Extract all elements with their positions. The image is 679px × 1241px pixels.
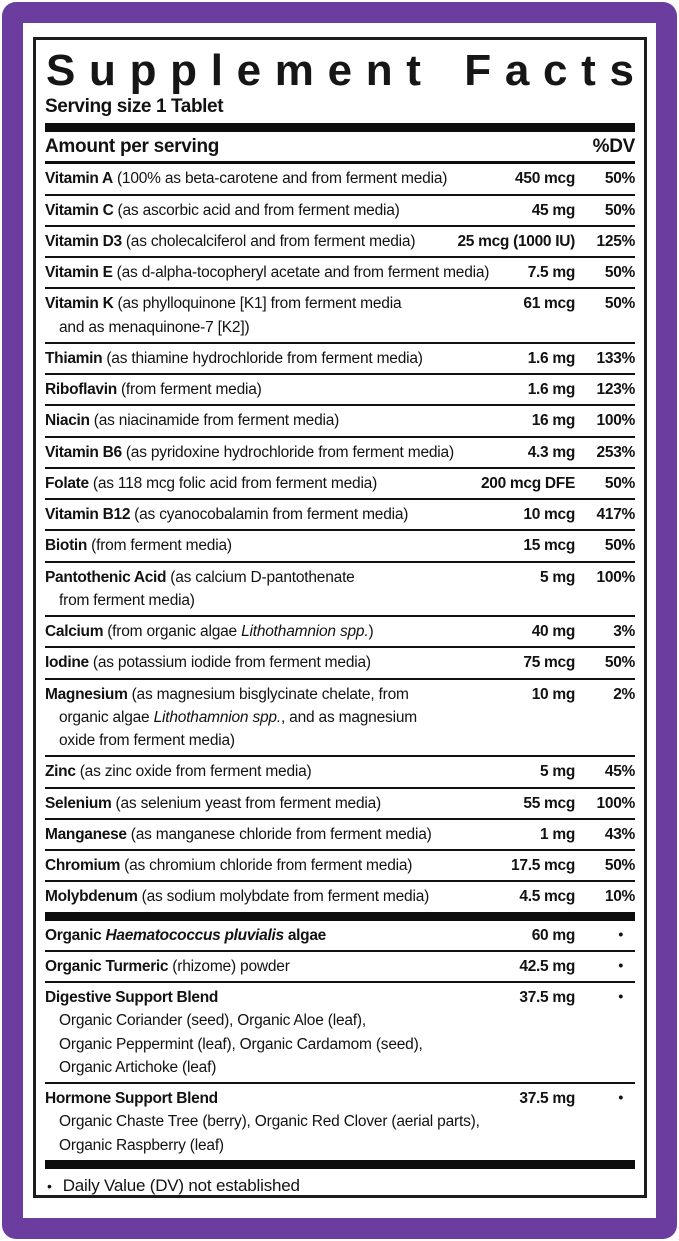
nutrient-dv: 123% (596, 381, 635, 399)
supplement-facts-panel (33, 37, 647, 1198)
nutrient-name: Pantothenic Acid (as calcium D-pantothenate (45, 568, 355, 586)
nutrient-amount: 17.5 mcg (511, 857, 575, 875)
botanical-amount: 42.5 mg (519, 957, 575, 975)
nutrient-dv: 100% (596, 794, 635, 812)
blend-dv-dot: • (618, 1089, 623, 1106)
thick-divider-top (45, 123, 635, 132)
nutrient-amount: 7.5 mg (527, 264, 575, 282)
nutrient-name: Thiamin (as thiamine hydrochloride from ferment media) (45, 349, 423, 367)
nutrient-name: Calcium (from organic algae Lithothamnion spp.) (45, 623, 374, 641)
nutrient-name: Selenium (as selenium yeast from ferment media) (45, 794, 381, 812)
nutrient-name: Iodine (as potassium iodide from ferment media) (45, 654, 371, 672)
nutrient-dv: 10% (604, 888, 635, 906)
nutrient-dv: 100% (596, 412, 635, 430)
nutrient-name: Vitamin B6 (as pyridoxine hydrochloride from ferment media) (45, 443, 454, 461)
nutrient-name: Riboflavin (from ferment media) (45, 381, 262, 399)
amount-per-serving-header: Amount per serving (45, 136, 220, 158)
nutrient-row (45, 164, 635, 195)
botanical-row (45, 952, 635, 983)
nutrient-name: Vitamin C (as ascorbic acid and from ferment media) (45, 201, 400, 219)
footnote-bullet: • (47, 1177, 52, 1194)
nutrient-dv: 43% (604, 825, 635, 843)
nutrient-name: Chromium (as chromium chloride from ferment media) (45, 857, 413, 875)
nutrient-row (45, 617, 635, 648)
nutrient-dv: 133% (596, 349, 635, 367)
nutrient-desc-continued: organic algae Lithothamnion spp., and as magnesium (59, 708, 417, 726)
nutrient-amount: 55 mcg (523, 794, 575, 812)
nutrient-amount: 1 mg (540, 825, 575, 843)
nutrient-dv: 50% (604, 857, 635, 875)
blend-ingredients-line: Organic Coriander (seed), Organic Aloe (leaf), (59, 1012, 366, 1030)
nutrient-name: Molybdenum (as sodium molybdate from ferment media) (45, 888, 430, 906)
nutrient-desc-continued: and as menaquinone-7 [K2]) (59, 318, 250, 336)
nutrient-row (45, 680, 635, 758)
nutrient-desc-continued: from ferment media) (59, 591, 195, 609)
nutrient-name: Vitamin E (as d-alpha-tocopheryl acetate and from ferment media) (45, 264, 490, 282)
nutrient-amount: 75 mcg (523, 654, 575, 672)
botanical-name: Organic Turmeric (rhizome) powder (45, 957, 290, 975)
botanical-dv-dot: • (618, 925, 623, 942)
nutrient-amount: 45 mg (531, 201, 575, 219)
nutrient-row (45, 882, 635, 911)
nutrient-amount: 1.6 mg (527, 349, 575, 367)
column-header-row (45, 132, 635, 164)
nutrient-dv: 125% (596, 232, 635, 250)
blend-ingredients-line: Organic Chaste Tree (berry), Organic Red Clover (aerial parts), (59, 1113, 480, 1131)
nutrient-row (45, 289, 635, 344)
nutrient-row (45, 563, 635, 618)
nutrient-name: Vitamin A (100% as beta-carotene and from ferment media) (45, 170, 448, 188)
botanical-name: Organic Haematococcus pluvialis algae (45, 926, 326, 944)
nutrient-dv: 50% (604, 537, 635, 555)
blend-ingredients-line: Organic Peppermint (leaf), Organic Cardamom (seed), (59, 1035, 423, 1053)
dv-header: %DV (592, 136, 635, 158)
nutrient-name: Niacin (as niacinamide from ferment media) (45, 412, 340, 430)
nutrient-dv: 50% (604, 264, 635, 282)
nutrient-row (45, 258, 635, 289)
nutrient-amount: 25 mcg (1000 IU) (457, 232, 575, 250)
nutrient-name: Vitamin D3 (as cholecalciferol and from ferment media) (45, 232, 416, 250)
nutrient-dv: 3% (613, 623, 635, 641)
thick-divider-middle (45, 912, 635, 921)
nutrient-dv: 253% (596, 443, 635, 461)
nutrient-amount: 61 mcg (523, 295, 575, 313)
footnote-text: Daily Value (DV) not established (62, 1175, 300, 1195)
botanical-dv-dot: • (618, 956, 623, 973)
nutrient-amount: 4.5 mcg (519, 888, 575, 906)
blend-row (45, 1084, 635, 1160)
nutrient-row (45, 375, 635, 406)
nutrient-name: Folate (as 118 mcg folic acid from ferment media) (45, 474, 378, 492)
nutrient-dv: 417% (596, 506, 635, 524)
nutrient-dv: 45% (604, 763, 635, 781)
blend-row (45, 983, 635, 1084)
nutrient-amount: 200 mcg DFE (480, 474, 575, 492)
nutrient-amount: 40 mg (531, 623, 575, 641)
nutrient-row (45, 531, 635, 562)
nutrient-row (45, 820, 635, 851)
blend-name: Digestive Support Blend (45, 989, 219, 1007)
nutrient-amount: 4.3 mg (527, 443, 575, 461)
nutrient-dv: 50% (604, 201, 635, 219)
supplement-facts-title: S u p p l e m e n t F a c t s (46, 46, 634, 95)
thick-divider-bottom (45, 1160, 635, 1169)
nutrient-desc-continued: oxide from ferment media) (59, 732, 235, 750)
blend-ingredients-line: Organic Raspberry (leaf) (59, 1136, 224, 1154)
nutrient-row (45, 469, 635, 500)
blend-amount: 37.5 mg (519, 1090, 575, 1108)
nutrient-row (45, 406, 635, 437)
nutrient-amount: 10 mcg (523, 506, 575, 524)
daily-value-footnote (45, 1169, 635, 1198)
blend-name: Hormone Support Blend (45, 1090, 218, 1108)
nutrient-row (45, 344, 635, 375)
nutrient-row (45, 196, 635, 227)
nutrient-dv: 100% (596, 568, 635, 586)
nutrient-dv: 2% (613, 685, 635, 703)
nutrient-row (45, 227, 635, 258)
nutrient-row (45, 438, 635, 469)
nutrient-amount: 450 mcg (515, 170, 575, 188)
nutrient-row (45, 851, 635, 882)
nutrient-row (45, 500, 635, 531)
nutrient-amount: 15 mcg (523, 537, 575, 555)
nutrient-row (45, 789, 635, 820)
nutrient-name: Zinc (as zinc oxide from ferment media) (45, 763, 312, 781)
nutrient-dv: 50% (604, 654, 635, 672)
blend-dv-dot: • (618, 988, 623, 1005)
serving-size-text: Serving size 1 Tablet (45, 96, 224, 118)
nutrient-name: Manganese (as manganese chloride from ferment media) (45, 825, 432, 843)
nutrient-dv: 50% (604, 170, 635, 188)
nutrient-amount: 1.6 mg (527, 381, 575, 399)
nutrient-row (45, 648, 635, 679)
botanical-row (45, 921, 635, 952)
nutrient-name: Biotin (from ferment media) (45, 537, 232, 555)
nutrient-dv: 50% (604, 474, 635, 492)
nutrient-name: Magnesium (as magnesium bisglycinate chelate, from (45, 685, 409, 703)
blend-amount: 37.5 mg (519, 989, 575, 1007)
nutrient-dv: 50% (604, 295, 635, 313)
nutrient-amount: 10 mg (531, 685, 575, 703)
nutrient-amount: 16 mg (531, 412, 575, 430)
nutrient-amount: 5 mg (540, 568, 575, 586)
nutrient-name: Vitamin B12 (as cyanocobalamin from ferment media) (45, 506, 409, 524)
nutrient-amount: 5 mg (540, 763, 575, 781)
blend-ingredients-line: Organic Artichoke (leaf) (59, 1058, 217, 1076)
botanical-amount: 60 mg (531, 926, 575, 944)
nutrient-name: Vitamin K (as phylloquinone [K1] from ferment media (45, 295, 402, 313)
nutrient-row (45, 757, 635, 788)
